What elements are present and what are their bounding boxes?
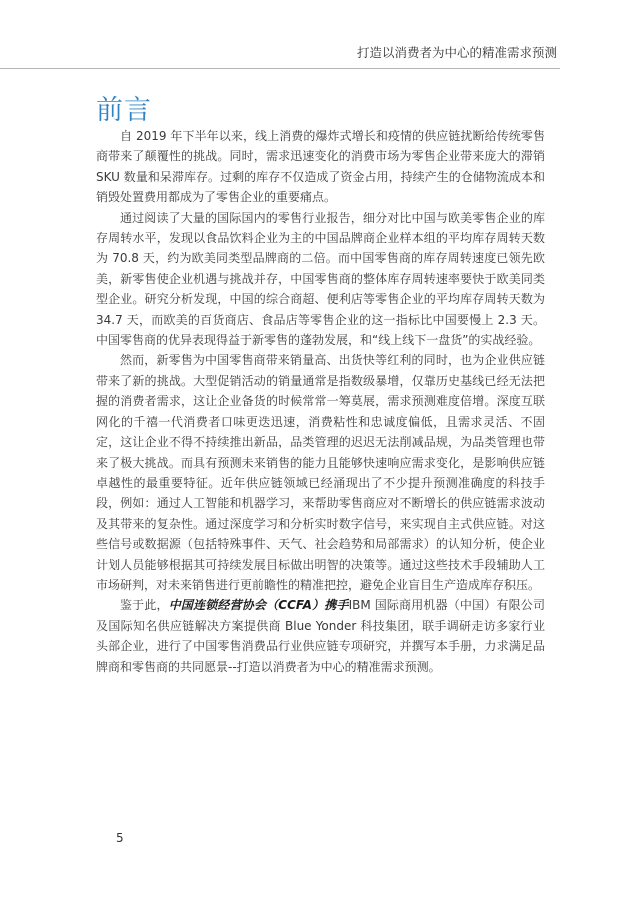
body-text (96, 126, 545, 677)
paragraph-3: 然而，新零售为中国零售商带来销量高、出货快等红利的同时，也为企业供应链带来了新的挑战。大型促销活动的销量通常是指数级暴增，仅靠历史基线已经无法把握的消费者需求，这让企业备货的时候常常一筹莫展，需求预测难度倍增。深度互联网化的千禧一代消费者口味更迭迅速，消费粘性和忠诚度偏低，且需求灵活、不固定，这让企业不得不持续推出新品，品类管理的迟迟无法削减品规，为品类管理也带来了极大挑战。而具有预测未来销售的能力且能够快速响应需求变化，是影响供应链卓越性的最重要特征。近年供应链领域已经涌现出了不少提升预测准确度的科技手段，例如：通过人工智能和机器学习，来帮助零售商应对不断增长的供应链需求波动及其带来的复杂性。通过深度学习和分析实时数字信号，来实现自主式供应链。对这些信号或数据源（包括特殊事件、天气、社会趋势和局部需求）的认知分析，使企业计划人员能够根据其可持续发展目标做出明智的决策等。通过这些技术手段辅助人工市场研判，对未来销售进行更前瞻性的精准把控，避免企业盲目生产造成库存积压。 (96, 353, 545, 592)
header-divider (0, 68, 560, 69)
page-number: 5 (116, 831, 124, 845)
closing-rest: IBM 国际商用机器（中国）有限公司及国际知名供应链解决方案提供商 Blue Yonder 科技集团，联手调研走访多家行业头部企业，进行了中国零售消费品行业供应链专项研究，并撰写本手册，力求满足品牌商和零售商的共同愿景--打造以消费者为中心的精准需求预测。 (96, 598, 545, 674)
paragraph-4 (96, 595, 545, 677)
running-header-title: 打造以消费者为中心的精准需求预测 (356, 45, 557, 60)
paragraph-2: 通过阅读了大量的国际国内的零售行业报告，细分对比中国与欧美零售企业的库存周转水平，发现以食品饮料企业为主的中国品牌商企业样本组的平均库存周转天数为 70.8 天，约为欧美同类型品牌商的二倍。而中国零售商的库存周转速度已领先欧美，新零售使企业机遇与挑战并存，中国零售商的整体库存周转速率要快于欧美同类型企业。研究分析发现，中国的综合商超、便利店等零售企业的平均库存周转天数为 34.7 天，而欧美的百货商店、食品店等零售企业的这一指标比中国要慢上 2.3 天。中国零售商的优异表现得益于新零售的蓬勃发展，和“线上线下一盘货”的实战经验。 (96, 210, 545, 348)
page-title: 前言 (96, 95, 152, 126)
organization-name: 中国连锁经营协会（CCFA）携手 (168, 598, 349, 613)
paragraph-1: 自 2019 年下半年以来，线上消费的爆炸式增长和疫情的供应链扰断给传统零售商带来了颠覆性的挑战。同时，需求迅速变化的消费市场为零售企业带来庞大的滞销 SKU 数量和呆滞库存。过剩的库存不仅造成了资金占用，持续产生的仓储物流成本和销毁处置费用都成为了零售企业的重要痛点。 (96, 129, 545, 205)
closing-lead: 鉴于此， (120, 598, 169, 613)
